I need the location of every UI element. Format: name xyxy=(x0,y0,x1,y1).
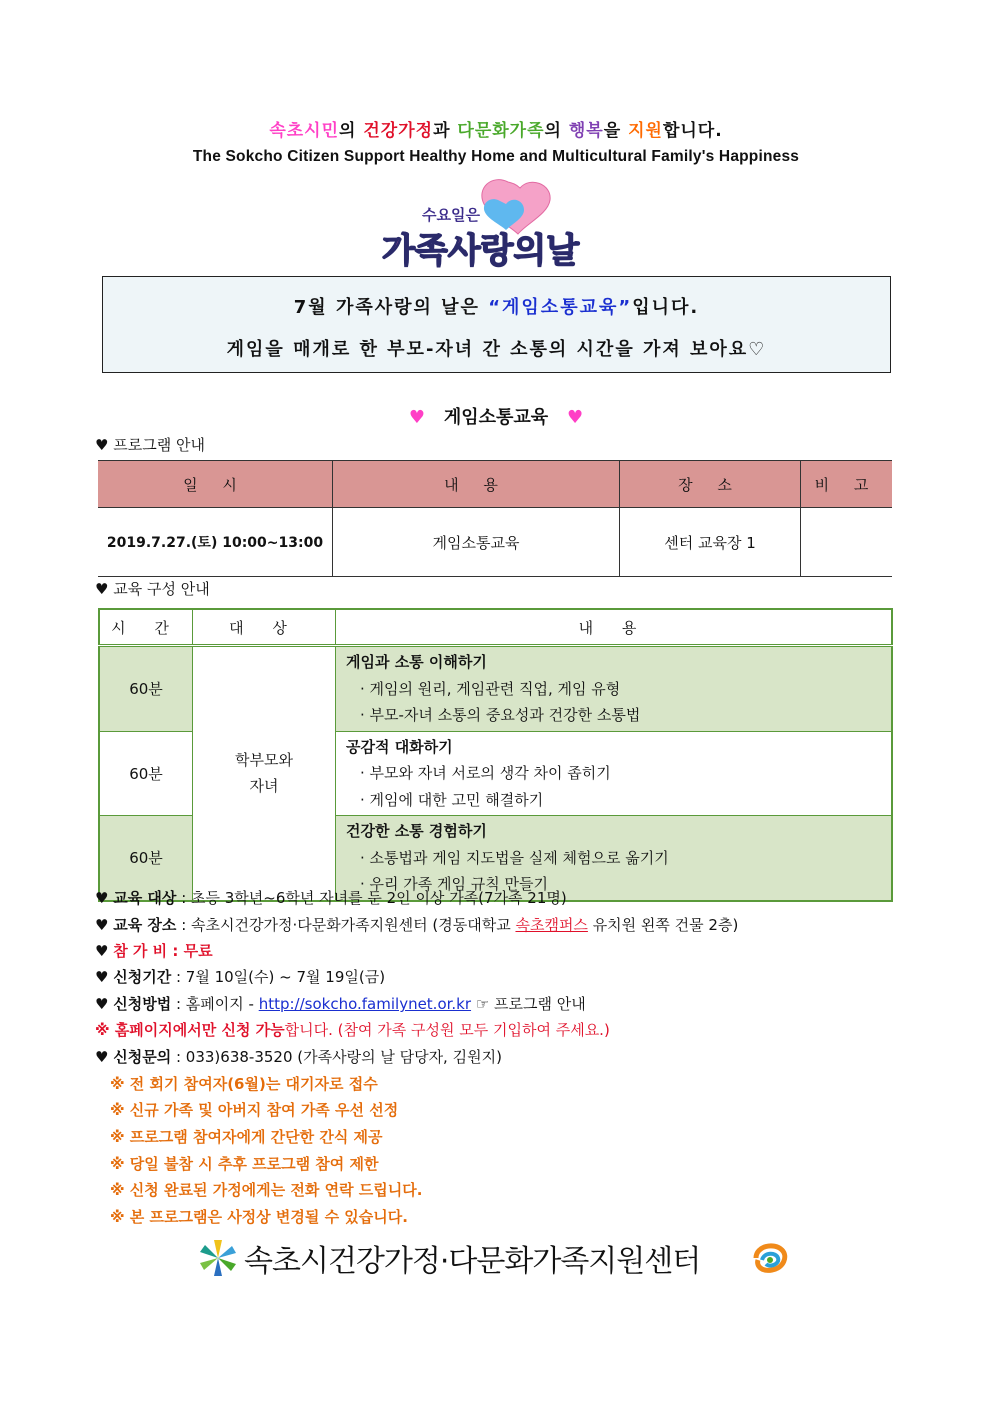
info-method: ♥ 신청방법 : 홈페이지 - http://sokcho.familynet.or.kr ☞ 프로그램 안내 xyxy=(95,995,586,1013)
info-value: : 033)638-3520 (가족사랑의 날 담당자, 김원지) xyxy=(175,1048,502,1066)
slogan-part: 과 xyxy=(433,121,458,141)
content-cell xyxy=(336,731,893,816)
header-cell: 대 상 xyxy=(193,609,336,646)
slogan-part: 다문화가족 xyxy=(457,121,545,141)
slogan-part: 지원 xyxy=(628,121,663,141)
family-love-day-logo xyxy=(380,178,590,274)
note-item: ※ 신규 가족 및 아버지 참여 가족 우선 선정 xyxy=(110,1101,399,1119)
schedule-cell: 2019.7.27.(토) 10:00~13:00 xyxy=(98,508,333,577)
table-header-row xyxy=(99,609,892,646)
curriculum-table xyxy=(98,608,893,902)
announcement-line2: 게임을 매개로 한 부모-자녀 간 소통의 시간을 가져 보아요♡ xyxy=(226,339,767,360)
announcement-box xyxy=(102,276,891,373)
info-target: ♥ 교육 대상 : 초등 3학년~6학년 자녀를 둔 2인 이상 가족(7가족 21명) xyxy=(95,889,567,907)
heart-icon: ♥ xyxy=(566,407,584,428)
note-cell xyxy=(801,508,893,577)
info-contact: ♥ 신청문의 : 033)638-3520 (가족사랑의 날 담당자, 김원지) xyxy=(95,1048,502,1066)
header-cell: 일 시 xyxy=(98,461,333,508)
program-title-text: 게임소통교육 xyxy=(443,407,549,428)
notice-rest: 합니다. (참여 가족 구성원 모두 기입하여 주세요.) xyxy=(284,1021,610,1039)
note-item: ※ 신청 완료된 가정에게는 전화 연락 드립니다. xyxy=(110,1181,423,1199)
content-item: · 우리 가족 게임 규칙 만들기 xyxy=(360,875,548,893)
slogan-part: 건강가정 xyxy=(363,121,434,141)
content-heading: 공감적 대화하기 xyxy=(346,737,453,756)
header-cell: 시 간 xyxy=(99,609,193,646)
footer-text: 속초시건강가정·다문화가족지원센터 xyxy=(244,1244,701,1279)
info-label: 교육 장소 xyxy=(113,916,177,934)
header-cell: 내 용 xyxy=(333,461,620,508)
info-fee: ♥ 참 가 비 : 무료 xyxy=(95,942,213,960)
content-item: · 게임에 대한 고민 해결하기 xyxy=(360,790,544,809)
place-cell: 센터 교육장 1 xyxy=(620,508,801,577)
info-label: 신청방법 xyxy=(113,995,172,1013)
time-cell: 60분 xyxy=(99,646,193,732)
content-cell xyxy=(336,646,893,732)
slogan-english: The Sokcho Citizen Support Healthy Home and Multicultural Family's Happiness xyxy=(192,148,800,165)
table-row xyxy=(98,508,892,577)
heart-logo-icon xyxy=(380,178,590,274)
center-logo-icon xyxy=(196,1238,240,1278)
time-cell: 60분 xyxy=(99,816,193,901)
homepage-link[interactable]: http://sokcho.familynet.or.kr xyxy=(258,995,472,1013)
content-item: · 게임의 원리, 게임관련 직업, 게임 유형 xyxy=(360,679,621,698)
slogan-korean xyxy=(0,116,992,141)
program-guide-label xyxy=(95,434,205,455)
table-row xyxy=(99,646,892,732)
campus-link[interactable]: 속초캠퍼스 xyxy=(515,916,588,934)
heart-icon: ♥ xyxy=(95,580,109,598)
content-item: · 부모-자녀 소통의 중요성과 건강한 소통법 xyxy=(360,706,641,724)
fee-text: 참 가 비 : 무료 xyxy=(113,942,213,960)
content-cell: 게임소통교육 xyxy=(333,508,620,577)
header-cell: 비 고 xyxy=(801,461,893,508)
family-logo-icon xyxy=(748,1240,790,1276)
program-title xyxy=(0,403,992,429)
label-text: 프로그램 안내 xyxy=(113,436,205,454)
info-value: : 7월 10일(수) ~ 7월 19일(금) xyxy=(175,968,386,986)
note-item: ※ 프로그램 참여자에게 간단한 간식 제공 xyxy=(110,1128,383,1146)
info-value: 유치원 왼쪽 건물 2층) xyxy=(587,916,739,934)
info-place: ♥ 교육 장소 : 속초시건강가정·다문화가족지원센터 (경동대학교 속초캠퍼스 유치원 왼쪽 건물 2층) xyxy=(95,916,739,934)
heart-icon: ♥ xyxy=(95,436,109,454)
header-cell: 내 용 xyxy=(336,609,893,646)
footer xyxy=(196,1236,796,1280)
notice-bold: ※ 홈페이지에서만 신청 가능 xyxy=(95,1021,285,1039)
table-header-row xyxy=(98,461,892,508)
note-item: ※ 전 회기 참여자(6월)는 대기자로 접수 xyxy=(110,1075,378,1093)
label-text: 교육 구성 안내 xyxy=(113,580,210,598)
content-item: · 소통법과 게임 지도법을 실제 체험으로 옮기기 xyxy=(360,848,669,867)
content-heading: 게임과 소통 이해하기 xyxy=(346,653,487,671)
time-cell: 60분 xyxy=(99,731,193,816)
content-item: · 부모와 자녀 서로의 생각 차이 좁히기 xyxy=(360,764,611,782)
header-cell: 장 소 xyxy=(620,461,801,508)
content-heading: 건강한 소통 경험하기 xyxy=(346,822,487,840)
info-value: : 홈페이지 - xyxy=(175,995,259,1013)
note-item: ※ 본 프로그램은 사정상 변경될 수 있습니다. xyxy=(110,1208,408,1226)
info-notice xyxy=(95,1020,610,1040)
target-cell xyxy=(193,646,336,901)
announcement-line1 xyxy=(103,293,890,319)
logo-big-text: 가족사랑의날 xyxy=(382,231,580,271)
info-value: ☞ 프로그램 안내 xyxy=(471,995,586,1013)
target-line: 학부모와 xyxy=(235,751,293,770)
target-line: 자녀 xyxy=(249,777,279,796)
info-value: : 속초시건강가정·다문화가족지원센터 (경동대학교 xyxy=(181,916,516,934)
slogan-part: 합니다. xyxy=(662,121,723,141)
announcement-text: 7월 가족사랑의 날은 xyxy=(293,297,489,318)
info-period: ♥ 신청기간 : 7월 10일(수) ~ 7월 19일(금) xyxy=(95,968,386,986)
logo-small-text: 수요일은 xyxy=(422,206,480,224)
announcement-text: 입니다. xyxy=(632,297,700,318)
slogan-part: 의 xyxy=(339,121,364,141)
program-guide-table xyxy=(98,460,892,577)
slogan-part: 행복 xyxy=(568,121,604,141)
info-label: 신청문의 xyxy=(113,1048,172,1066)
slogan-part: 을 xyxy=(603,121,629,141)
slogan-part: 속초시민 xyxy=(269,121,340,141)
info-label: 교육 대상 xyxy=(113,889,177,907)
announcement-highlight: “게임소통교육” xyxy=(488,297,633,318)
heart-icon: ♥ xyxy=(408,407,426,428)
info-label: 신청기간 xyxy=(113,968,172,986)
slogan-part: 의 xyxy=(544,121,569,141)
curriculum-label xyxy=(95,578,210,599)
note-item: ※ 당일 불참 시 추후 프로그램 참여 제한 xyxy=(110,1155,379,1173)
info-value: : 초등 3학년~6학년 자녀를 둔 2인 이상 가족(7가족 21명) xyxy=(181,889,567,907)
